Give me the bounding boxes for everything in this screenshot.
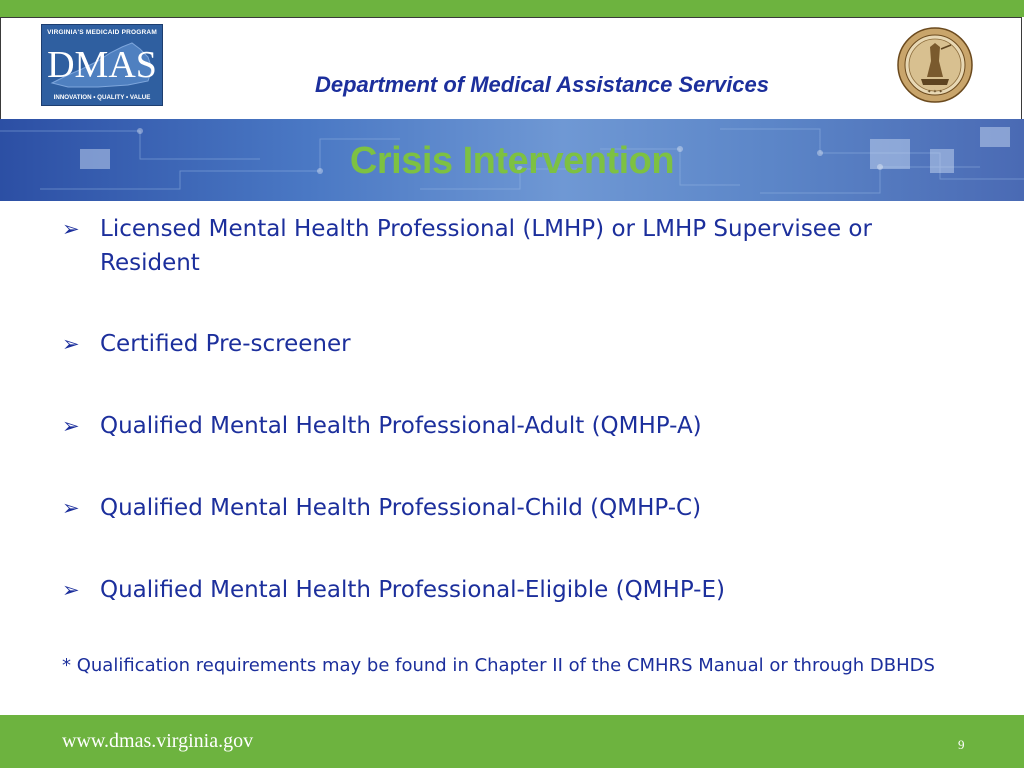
svg-text:✦ ✦ ✦: ✦ ✦ ✦ bbox=[927, 89, 943, 95]
department-title: Department of Medical Assistance Services bbox=[314, 72, 770, 97]
arrow-bullet-icon: ➢ bbox=[62, 496, 80, 520]
bullet-text: Qualified Mental Health Professional-Adult (QMHP-A) bbox=[100, 413, 702, 439]
bullet-text: Qualified Mental Health Professional-Eligible (QMHP-E) bbox=[100, 577, 725, 603]
arrow-bullet-icon: ➢ bbox=[62, 414, 80, 438]
footnote: * Qualification requirements may be found in Chapter II of the CMHRS Manual or through DBHDS bbox=[62, 655, 935, 676]
arrow-bullet-icon: ➢ bbox=[62, 332, 80, 356]
footer bbox=[0, 715, 1024, 768]
bullet-item bbox=[62, 409, 942, 443]
dmas-logo bbox=[41, 24, 163, 106]
virginia-seal-icon bbox=[897, 27, 973, 103]
bullet-text: Qualified Mental Health Professional-Child (QMHP-C) bbox=[100, 495, 702, 521]
bullet-item bbox=[62, 573, 942, 607]
top-green-strip bbox=[0, 0, 1024, 17]
bullet-item bbox=[62, 212, 942, 280]
bullet-item bbox=[62, 327, 942, 361]
logo-top-text: VIRGINIA'S MEDICAID PROGRAM bbox=[47, 29, 157, 36]
bullet-text: Certified Pre-screener bbox=[100, 331, 351, 357]
arrow-bullet-icon: ➢ bbox=[62, 217, 80, 241]
logo-main-text: DMAS bbox=[47, 44, 157, 86]
bullet-text: Licensed Mental Health Professional (LMHP) or LMHP Supervisee or Resident bbox=[100, 216, 872, 276]
slide-title: Crisis Intervention bbox=[349, 140, 675, 182]
footer-url-link[interactable]: www.dmas.virginia.gov bbox=[62, 730, 254, 752]
arrow-bullet-icon: ➢ bbox=[62, 578, 80, 602]
page-number: 9 bbox=[958, 737, 965, 752]
bullet-item bbox=[62, 491, 942, 525]
logo-bottom-text: INNOVATION • QUALITY • VALUE bbox=[53, 94, 151, 101]
